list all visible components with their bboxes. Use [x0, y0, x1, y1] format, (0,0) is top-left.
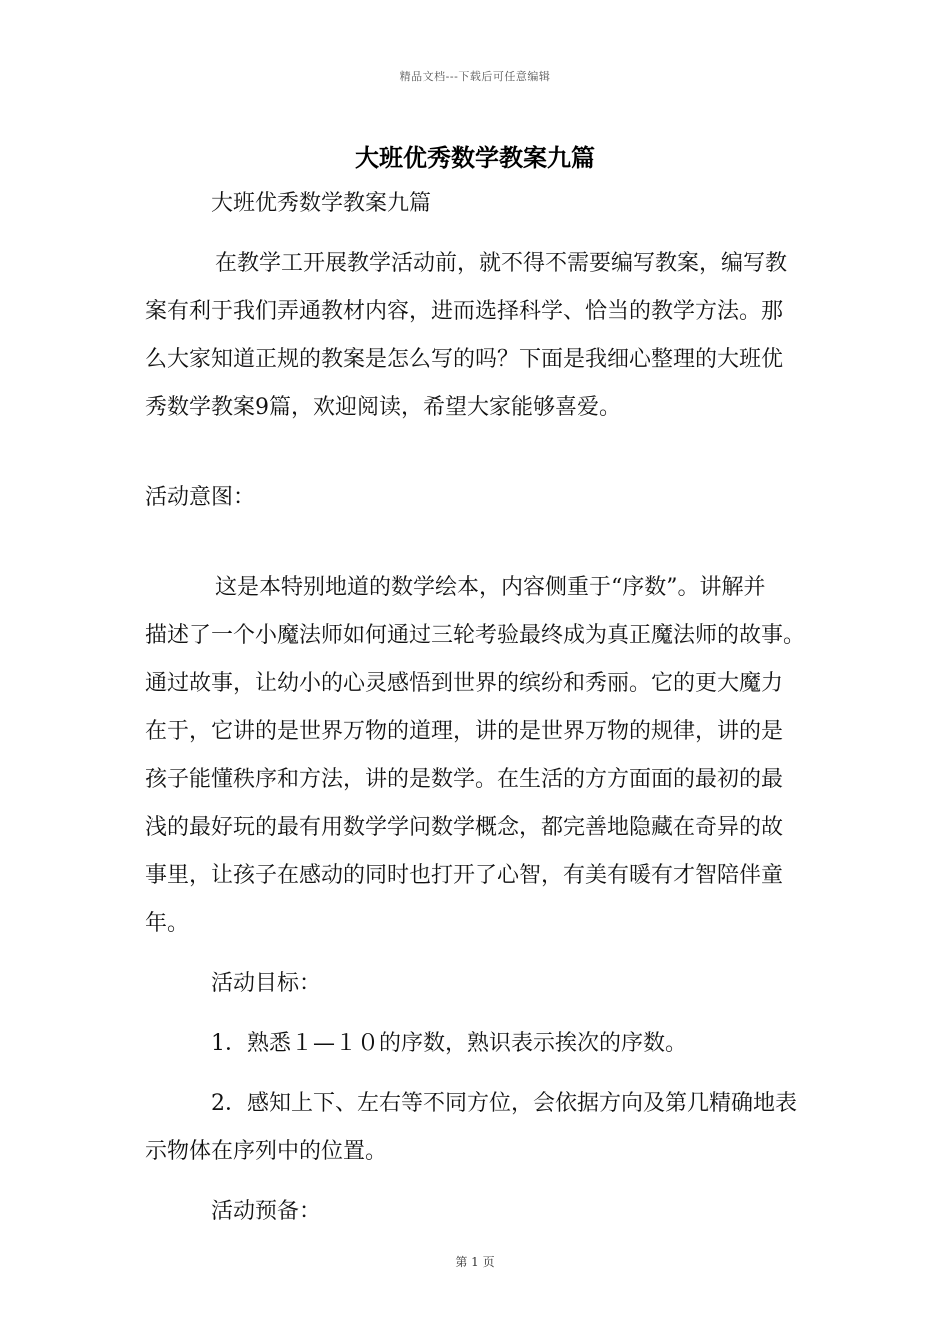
section-heading-goals: 活动目标：: [211, 971, 322, 996]
intro-line: 案有利于我们弄通教材内容，进而选择科学、恰当的教学方法。那: [145, 299, 784, 324]
goal-item-2-line: 示物体在序列中的位置。: [145, 1139, 388, 1164]
intent-line: 年。: [145, 911, 190, 936]
intro-line: 在教学工开展教学活动前，就不得不需要编写教案，编写教: [215, 251, 788, 276]
spacer: [145, 432, 815, 474]
intent-line: 描述了一个小魔法师如何通过三轮考验最终成为真正魔法师的故事。: [145, 623, 806, 648]
intent-line: 浅的最好玩的最有用数学学问数学概念，都完善地隐藏在奇异的故: [145, 815, 784, 840]
section-heading-prep: 活动预备：: [211, 1199, 322, 1224]
intro-line: 秀数学教案9篇，欢迎阅读，希望大家能够喜爱。: [145, 395, 621, 420]
page-header: 精品文档---下载后可任意编辑: [399, 70, 551, 83]
section-heading-intent: 活动意图：: [145, 485, 256, 510]
spacer: [145, 522, 815, 564]
intent-line: 孩子能懂秩序和方法，讲的是数学。在生活的方方面面的最初的最: [145, 767, 784, 792]
intent-line: 通过故事，让幼小的心灵感悟到世界的缤纷和秀丽。它的更大魔力: [145, 671, 784, 696]
subtitle: 大班优秀数学教案九篇: [211, 191, 432, 216]
goal-item-2-line: 2．感知上下、左右等不同方位，会依据方向及第几精确地表: [211, 1091, 797, 1116]
spacer: [145, 1176, 815, 1188]
intent-line: 这是本特别地道的数学绘本，内容侧重于“序数”。讲解并: [215, 575, 766, 600]
spacer: [145, 948, 815, 960]
document-body: [145, 180, 815, 1236]
intent-line: 事里，让孩子在感动的同时也打开了心智，有美有暖有才智陪伴童: [145, 863, 784, 888]
intro-line: 么大家知道正规的教案是怎么写的吗？下面是我细心整理的大班优: [145, 347, 784, 372]
document-title: 大班优秀数学教案九篇: [355, 143, 595, 172]
page-footer: 第 1 页: [455, 1255, 495, 1269]
spacer: [145, 1068, 815, 1080]
goal-item-1: 1．熟悉１—１０的序数，熟识表示挨次的序数。: [211, 1031, 687, 1056]
spacer: [145, 1008, 815, 1020]
spacer: [145, 228, 815, 240]
intent-line: 在于，它讲的是世界万物的道理，讲的是世界万物的规律，讲的是: [145, 719, 784, 744]
